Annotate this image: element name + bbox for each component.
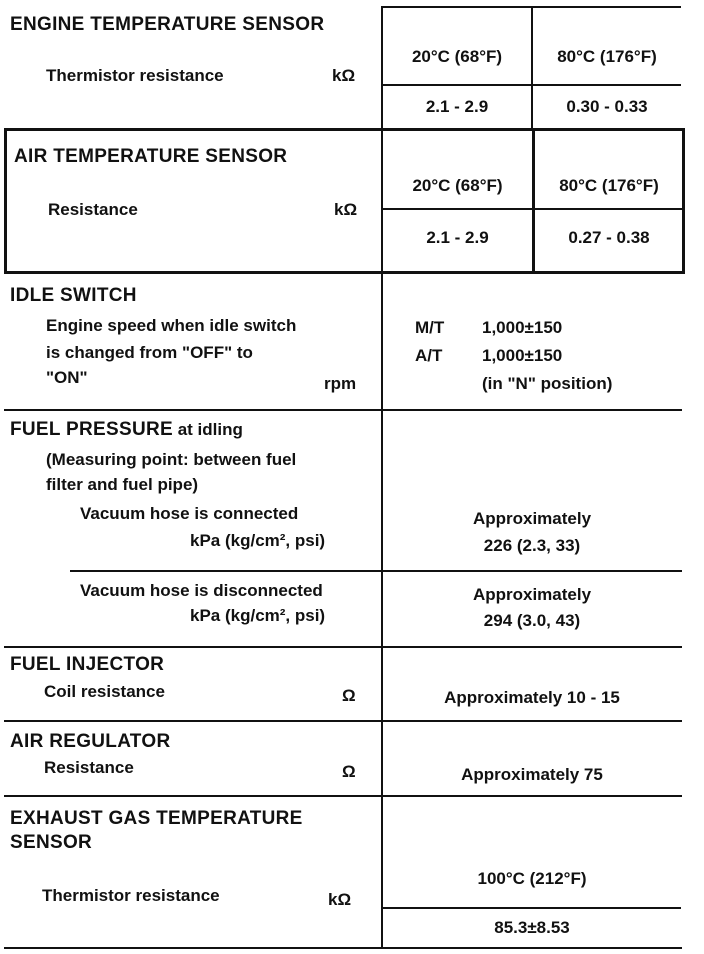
section-title: SENSOR — [10, 832, 93, 853]
column-divider — [532, 130, 535, 272]
value-cell: 85.3±8.53 — [494, 918, 570, 937]
param-label: Thermistor resistance — [42, 886, 220, 905]
section-title-bold: FUEL PRESSURE — [10, 419, 173, 440]
unit-label: rpm — [324, 374, 357, 393]
value-cell: 0.30 - 0.33 — [566, 97, 648, 116]
column-header: 80°C (176°F) — [559, 176, 659, 195]
row-divider — [4, 720, 682, 722]
measuring-note: (Measuring point: between fuel — [46, 450, 297, 469]
section-title: FUEL INJECTOR — [10, 654, 165, 675]
value-cell: Approximately 10 - 15 — [444, 688, 620, 707]
section-title: AIR REGULATOR — [10, 731, 171, 752]
value-cell: 0.27 - 0.38 — [568, 228, 650, 247]
row-divider — [4, 646, 682, 648]
unit-label: kΩ — [334, 200, 358, 219]
section-title: ENGINE TEMPERATURE SENSOR — [10, 14, 325, 35]
param-label: is changed from "OFF" to — [46, 343, 253, 362]
unit-label: kΩ — [332, 66, 356, 85]
column-header: 20°C (68°F) — [411, 47, 503, 66]
param-label: "ON" — [46, 368, 88, 387]
measuring-note: filter and fuel pipe) — [46, 475, 199, 494]
connected-value: Approximately — [472, 509, 592, 528]
value-cell: 2.1 - 2.9 — [426, 228, 489, 247]
section-title: EXHAUST GAS TEMPERATURE — [10, 808, 303, 829]
section-title: AIR TEMPERATURE SENSOR — [14, 146, 288, 167]
row-divider — [381, 84, 681, 86]
value-cell: 2.1 - 2.9 — [425, 97, 489, 116]
connected-label: Vacuum hose is connected — [80, 504, 299, 523]
disconnected-value: 294 (3.0, 43) — [483, 611, 581, 630]
row-divider — [4, 947, 682, 949]
param-label: Coil resistance — [44, 682, 165, 701]
param-label: Resistance — [48, 200, 138, 219]
at-label: A/T — [415, 346, 443, 365]
connected-unit: kPa (kg/cm², psi) — [190, 531, 326, 550]
mt-value: 1,000±150 — [482, 318, 563, 337]
position-note: (in "N" position) — [482, 374, 613, 393]
connected-value: 226 (2.3, 33) — [483, 536, 581, 555]
disconnected-unit: kPa (kg/cm², psi) — [190, 606, 326, 625]
section-title — [10, 419, 243, 441]
row-divider — [70, 570, 682, 572]
section-title-suffix: at idling — [172, 420, 243, 439]
disconnected-label: Vacuum hose is disconnected — [80, 581, 323, 600]
row-divider — [4, 795, 682, 797]
row-divider — [381, 208, 683, 210]
mt-label: M/T — [415, 318, 445, 337]
section-title: IDLE SWITCH — [10, 285, 137, 306]
column-header: 100°C (212°F) — [477, 869, 587, 888]
disconnected-value: Approximately — [472, 585, 592, 604]
unit-label: kΩ — [328, 890, 352, 909]
at-value: 1,000±150 — [482, 346, 563, 365]
column-header: 80°C (176°F) — [557, 47, 657, 66]
row-divider — [381, 907, 681, 909]
value-cell: Approximately 75 — [461, 765, 603, 784]
param-label: Engine speed when idle switch — [46, 316, 297, 335]
row-divider — [4, 409, 682, 411]
unit-label: Ω — [342, 686, 356, 705]
column-header: 20°C (68°F) — [412, 176, 503, 195]
unit-label: Ω — [342, 762, 356, 781]
param-label: Resistance — [44, 758, 134, 777]
param-label: Thermistor resistance — [46, 66, 224, 85]
